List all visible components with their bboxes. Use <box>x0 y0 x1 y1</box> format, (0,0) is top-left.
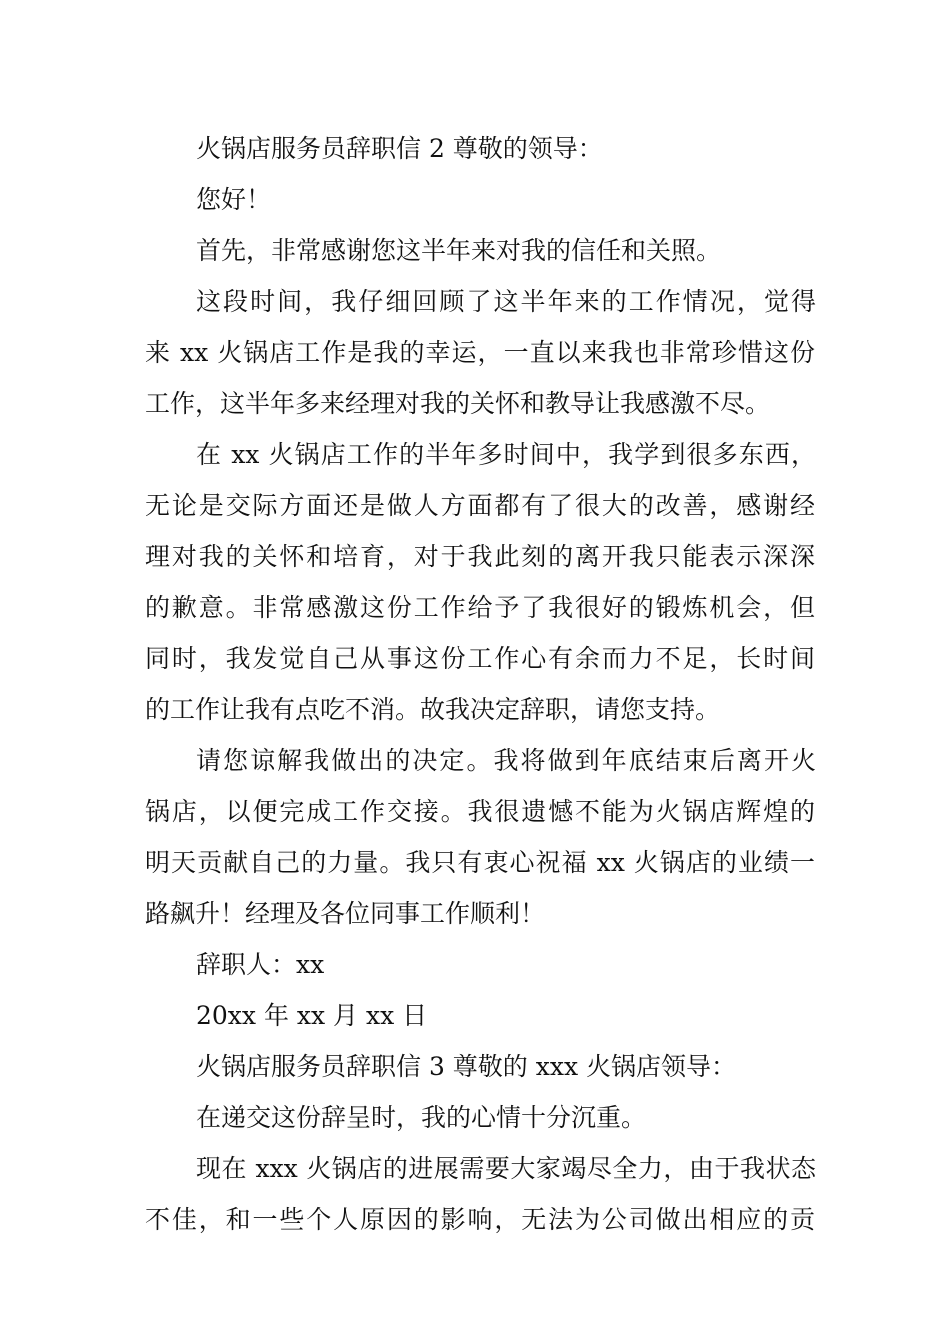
paragraph-line: 同时，我发觉自己从事这份工作心有余而力不足，长时间 <box>145 644 815 673</box>
paragraph-line: 路飙升！经理及各位同事工作顺利！ <box>145 899 546 928</box>
paragraph-line: 的工作让我有点吃不消。故我决定辞职，请您支持。 <box>145 695 721 724</box>
paragraph-line: 请您谅解我做出的决定。我将做到年底结束后离开火 <box>196 746 816 775</box>
paragraph-line: 无论是交际方面还是做人方面都有了很大的改善，感谢经 <box>145 491 815 520</box>
letter3-title-line: 火锅店服务员辞职信 3 尊敬的 xxx 火锅店领导： <box>196 1052 736 1081</box>
paragraph-line: 这段时间，我仔细回顾了这半年来的工作情况，觉得 <box>196 287 816 316</box>
paragraph-line: 锅店，以便完成工作交接。我很遗憾不能为火锅店辉煌的 <box>145 797 815 826</box>
paragraph-line: 现在 xxx 火锅店的进展需要大家竭尽全力，由于我状态 <box>196 1154 816 1183</box>
date-line: 20xx 年 xx 月 xx 日 <box>196 1001 428 1030</box>
paragraph-line: 在递交这份辞呈时，我的心情十分沉重。 <box>196 1103 647 1132</box>
thanks-line: 首先，非常感谢您这半年来对我的信任和关照。 <box>196 236 722 265</box>
resigner-line: 辞职人：xx <box>196 950 325 979</box>
paragraph-line: 的歉意。非常感激这份工作给予了我很好的锻炼机会，但 <box>145 593 815 622</box>
paragraph-line: 在 xx 火锅店工作的半年多时间中，我学到很多东西， <box>196 440 816 469</box>
paragraph-line: 不佳，和一些个人原因的影响，无法为公司做出相应的贡 <box>145 1205 815 1234</box>
letter2-title-line: 火锅店服务员辞职信 2 尊敬的领导： <box>196 134 603 163</box>
paragraph-line: 明天贡献自己的力量。我只有衷心祝福 xx 火锅店的业绩一 <box>145 848 815 877</box>
paragraph-line: 理对我的关怀和培育，对于我此刻的离开我只能表示深深 <box>145 542 815 571</box>
paragraph-line: 工作，这半年多来经理对我的关怀和教导让我感激不尽。 <box>145 389 771 418</box>
paragraph-line: 来 xx 火锅店工作是我的幸运，一直以来我也非常珍惜这份 <box>145 338 815 367</box>
greeting-line: 您好！ <box>196 185 272 214</box>
